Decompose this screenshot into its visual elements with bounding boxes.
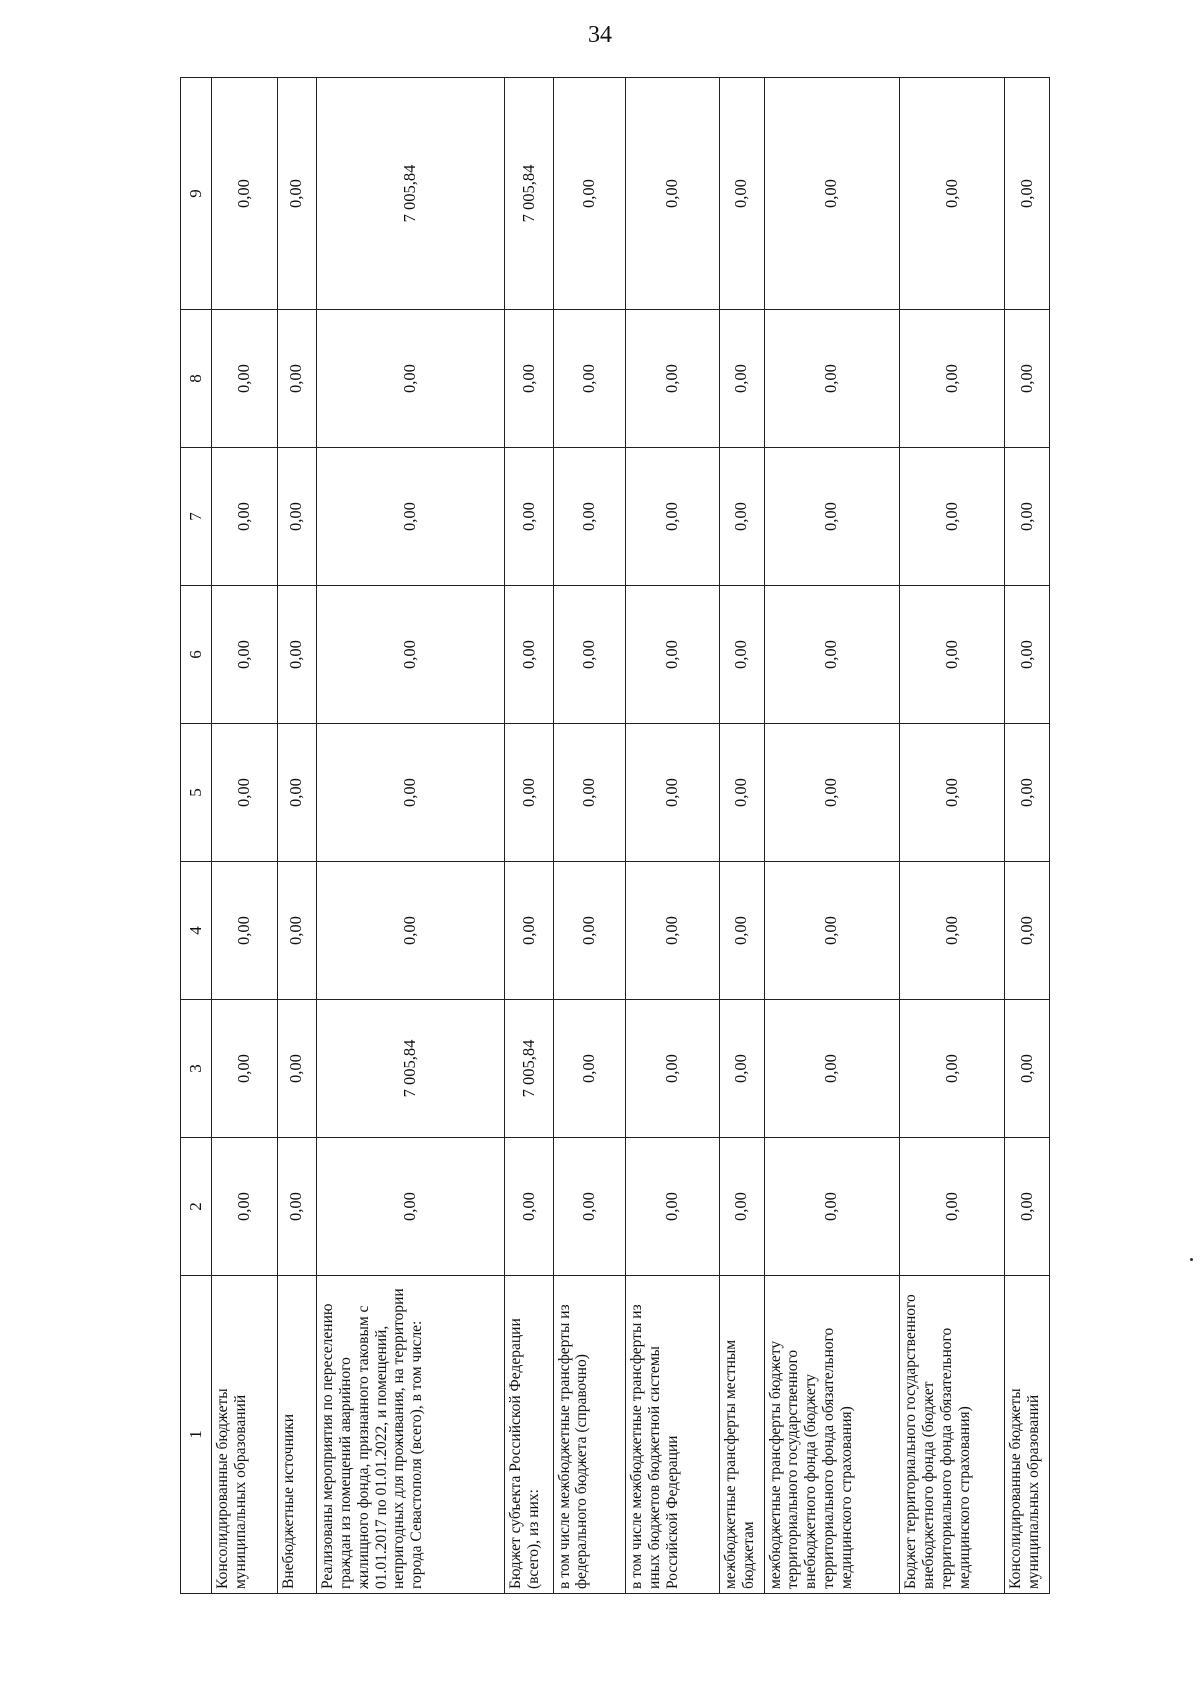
cell-value: 0,00 — [277, 448, 316, 586]
cell-value: 0,00 — [900, 862, 1005, 1000]
cell-value: 0,00 — [317, 586, 505, 724]
cell-value: 0,00 — [212, 862, 278, 1000]
cell-value: 0,00 — [720, 862, 764, 1000]
budget-table — [180, 77, 1050, 1594]
col-header: 3 — [181, 1000, 212, 1138]
cell-value: 0,00 — [277, 1000, 316, 1138]
cell-value: 0,00 — [625, 448, 719, 586]
cell-value: 0,00 — [505, 586, 553, 724]
cell-value: 0,00 — [900, 448, 1005, 586]
cell-value: 0,00 — [277, 586, 316, 724]
cell-value: 0,00 — [212, 448, 278, 586]
cell-value: 0,00 — [317, 862, 505, 1000]
cell-value: 7 005,84 — [317, 1000, 505, 1138]
row-label: Реализованы мероприятия по переселению граждан из помещений аварийного жилищного фонда, признанного таковым с 01.01.2017 по 01.01.2022, и помещений, непригодных для проживания, на территории города Севастополя (всего), в том числе: — [317, 1276, 505, 1594]
cell-value: 0,00 — [764, 1138, 900, 1276]
cell-value: 0,00 — [900, 586, 1005, 724]
cell-value: 0,00 — [900, 1138, 1005, 1276]
cell-value: 0,00 — [212, 1138, 278, 1276]
cell-value: 0,00 — [764, 724, 900, 862]
cell-value: 0,00 — [625, 586, 719, 724]
table-row — [505, 78, 553, 1594]
cell-value: 0,00 — [720, 310, 764, 448]
cell-value: 0,00 — [625, 1138, 719, 1276]
table-row — [277, 78, 316, 1594]
cell-value: 0,00 — [212, 310, 278, 448]
col-header: 7 — [181, 448, 212, 586]
table-row — [900, 78, 1005, 1594]
cell-value: 0,00 — [553, 1138, 625, 1276]
cell-value: 0,00 — [553, 862, 625, 1000]
cell-value: 0,00 — [720, 78, 764, 310]
cell-value: 0,00 — [764, 862, 900, 1000]
cell-value: 0,00 — [212, 1000, 278, 1138]
cell-value: 0,00 — [317, 724, 505, 862]
cell-value: 0,00 — [505, 724, 553, 862]
cell-value: 0,00 — [553, 586, 625, 724]
cell-value: 0,00 — [1005, 1138, 1050, 1276]
cell-value: 0,00 — [625, 1000, 719, 1138]
cell-value: 0,00 — [277, 1138, 316, 1276]
cell-value: 0,00 — [900, 724, 1005, 862]
cell-value: 0,00 — [317, 448, 505, 586]
cell-value: 0,00 — [212, 78, 278, 310]
cell-value: 0,00 — [1005, 724, 1050, 862]
cell-value: 0,00 — [764, 310, 900, 448]
row-label: Консолидированные бюджеты муниципальных образований — [1005, 1276, 1050, 1594]
cell-value: 7 005,84 — [505, 78, 553, 310]
col-header: 2 — [181, 1138, 212, 1276]
cell-value: 0,00 — [764, 448, 900, 586]
rotated-table — [180, 78, 1050, 1594]
cell-value: 0,00 — [720, 724, 764, 862]
table-row — [720, 78, 764, 1594]
cell-value: 0,00 — [1005, 78, 1050, 310]
cell-value: 0,00 — [720, 448, 764, 586]
table-row — [1005, 78, 1050, 1594]
cell-value: 0,00 — [900, 310, 1005, 448]
row-label: межбюджетные трансферты местным бюджетам — [720, 1276, 764, 1594]
cell-value: 0,00 — [505, 1138, 553, 1276]
table-row — [317, 78, 505, 1594]
col-header: 5 — [181, 724, 212, 862]
row-label: Внебюджетные источники — [277, 1276, 316, 1594]
cell-value: 0,00 — [1005, 586, 1050, 724]
col-header: 9 — [181, 78, 212, 310]
cell-value: 0,00 — [720, 1000, 764, 1138]
cell-value: 0,00 — [625, 78, 719, 310]
table-row — [625, 78, 719, 1594]
table-row — [553, 78, 625, 1594]
cell-value: 7 005,84 — [317, 78, 505, 310]
cell-value: 0,00 — [900, 1000, 1005, 1138]
cell-value: 0,00 — [764, 1000, 900, 1138]
cell-value: 0,00 — [505, 862, 553, 1000]
cell-value: 0,00 — [317, 310, 505, 448]
col-header: 1 — [181, 1276, 212, 1594]
cell-value: 0,00 — [553, 724, 625, 862]
cell-value: 0,00 — [212, 586, 278, 724]
cell-value: 0,00 — [505, 310, 553, 448]
cell-value: 0,00 — [764, 78, 900, 310]
cell-value: 0,00 — [505, 448, 553, 586]
cell-value: 0,00 — [553, 1000, 625, 1138]
cell-value: 0,00 — [1005, 310, 1050, 448]
cell-value: 0,00 — [764, 586, 900, 724]
col-header: 6 — [181, 586, 212, 724]
row-label: в том числе межбюджетные трансферты из иных бюджетов бюджетной системы Российской Федерации — [625, 1276, 719, 1594]
cell-value: 0,00 — [625, 724, 719, 862]
scan-speck — [1190, 1258, 1193, 1261]
table-row — [764, 78, 900, 1594]
row-label: в том числе межбюджетные трансферты из федерального бюджета (справочно) — [553, 1276, 625, 1594]
cell-value: 0,00 — [277, 724, 316, 862]
cell-value: 0,00 — [277, 78, 316, 310]
row-label: межбюджетные трансферты бюджету территориального государственного внебюджетного фонда (бюджету территориального фонда обязательного медицинского страхования) — [764, 1276, 900, 1594]
row-label: Бюджет субъекта Российской Федерации (всего), из них: — [505, 1276, 553, 1594]
cell-value: 0,00 — [1005, 1000, 1050, 1138]
cell-value: 0,00 — [625, 862, 719, 1000]
cell-value: 0,00 — [720, 1138, 764, 1276]
cell-value: 0,00 — [553, 78, 625, 310]
col-header: 4 — [181, 862, 212, 1000]
table-row — [212, 78, 278, 1594]
cell-value: 0,00 — [720, 586, 764, 724]
cell-value: 0,00 — [1005, 448, 1050, 586]
cell-value: 0,00 — [553, 310, 625, 448]
header-row — [181, 78, 212, 1594]
cell-value: 0,00 — [553, 448, 625, 586]
cell-value: 0,00 — [1005, 862, 1050, 1000]
row-label: Консолидированные бюджеты муниципальных образований — [212, 1276, 278, 1594]
cell-value: 0,00 — [317, 1138, 505, 1276]
cell-value: 0,00 — [625, 310, 719, 448]
cell-value: 0,00 — [900, 78, 1005, 310]
row-label: Бюджет территориального государственного внебюджетного фонда (бюджет территориального фонда обязательного медицинского страхования) — [900, 1276, 1005, 1594]
cell-value: 0,00 — [277, 310, 316, 448]
cell-value: 7 005,84 — [505, 1000, 553, 1138]
cell-value: 0,00 — [212, 724, 278, 862]
rotated-table-container — [180, 78, 1050, 1594]
col-header: 8 — [181, 310, 212, 448]
cell-value: 0,00 — [277, 862, 316, 1000]
page-number: 34 — [588, 22, 612, 48]
